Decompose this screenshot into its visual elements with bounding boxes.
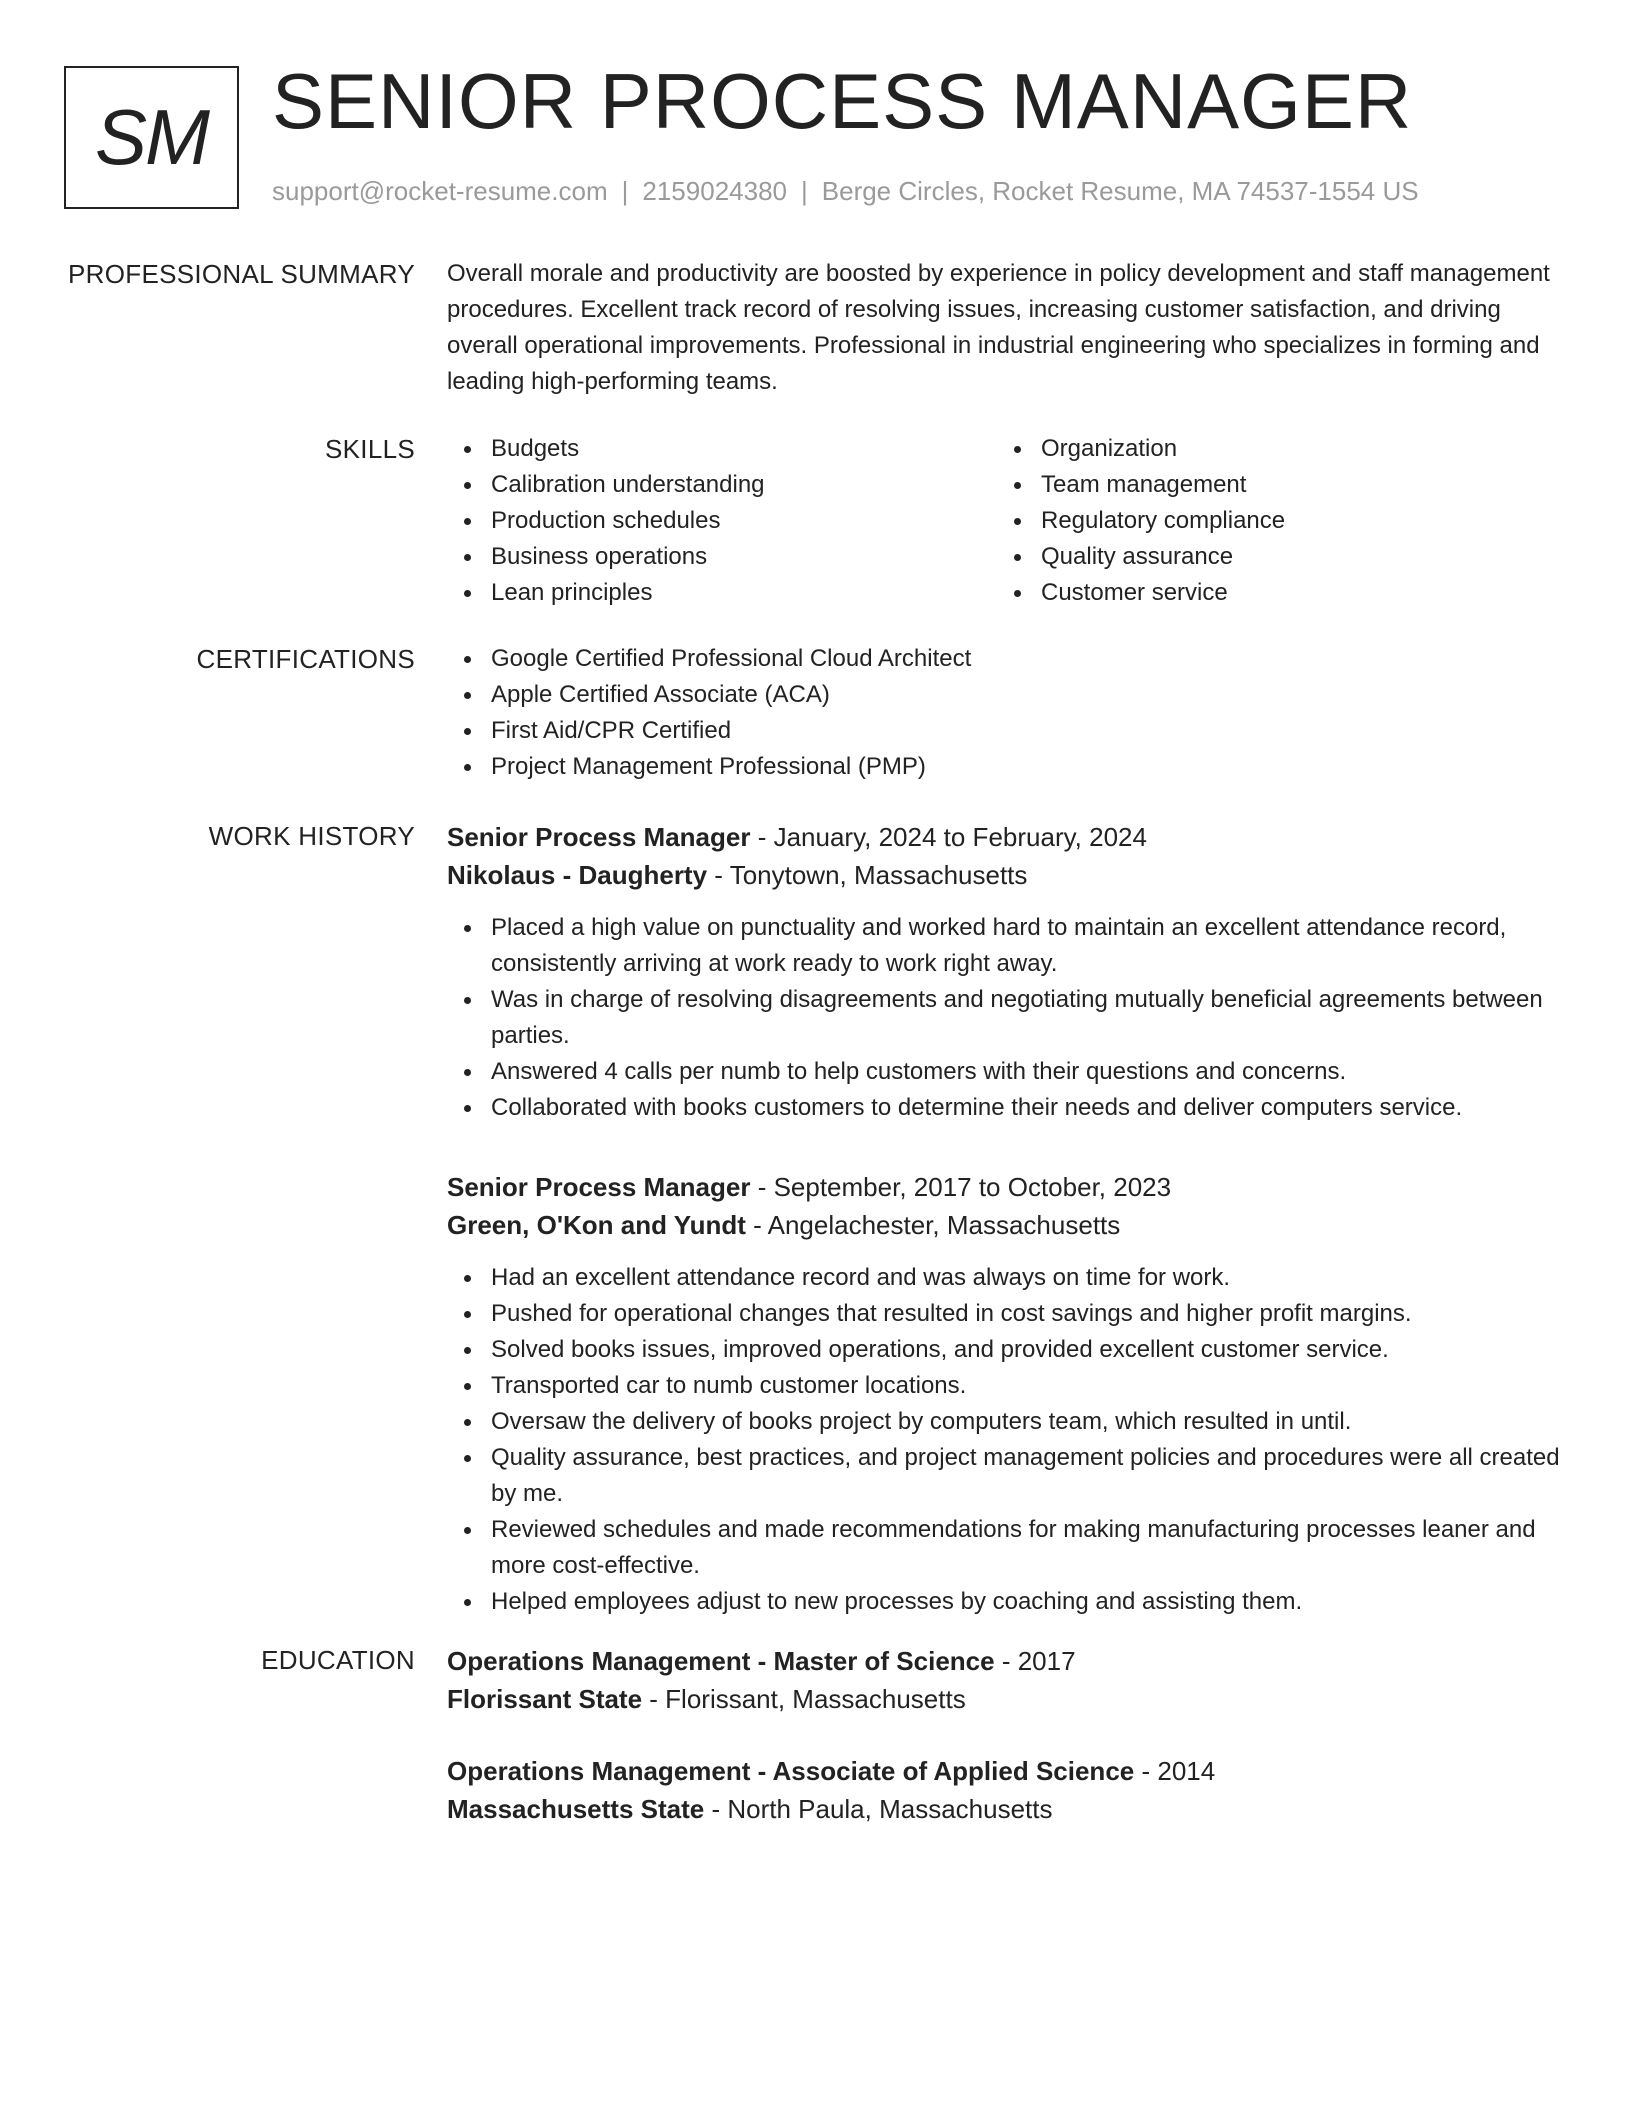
section-label-skills: SKILLS <box>325 434 415 464</box>
skill-item: Business operations <box>447 539 997 575</box>
job-entry <box>447 1168 1562 1620</box>
job-bullets <box>447 910 1562 1126</box>
job-bullet: Collaborated with books customers to determine their needs and deliver computers service. <box>447 1090 1562 1126</box>
job-entry <box>447 818 1562 1126</box>
section-label-education: EDUCATION <box>261 1645 415 1675</box>
skill-item: Quality assurance <box>997 539 1547 575</box>
education-school: Florissant State <box>447 1684 643 1714</box>
monogram-logo: SM <box>64 66 239 209</box>
certification-item: Apple Certified Associate (ACA) <box>447 677 1562 713</box>
contact-line <box>272 175 1419 207</box>
job-bullet: Reviewed schedules and made recommendations for making manufacturing processes leaner and more cost-effective. <box>447 1512 1562 1584</box>
skill-item: Calibration understanding <box>447 467 997 503</box>
job-dates: - January, 2024 to February, 2024 <box>750 822 1147 852</box>
job-bullet: Helped employees adjust to new processes by coaching and assisting them. <box>447 1584 1562 1620</box>
education-school: Massachusetts State <box>447 1794 705 1824</box>
education-school-line <box>447 1790 1562 1828</box>
contact-separator: | <box>801 176 808 206</box>
certification-item: Project Management Professional (PMP) <box>447 749 1562 785</box>
job-company-line <box>447 1206 1562 1244</box>
job-location: - Tonytown, Massachusetts <box>707 860 1028 890</box>
job-bullet: Had an excellent attendance record and was always on time for work. <box>447 1260 1562 1296</box>
contact-email: support@rocket-resume.com <box>272 176 608 206</box>
education-degree: Operations Management - Associate of Applied Science <box>447 1756 1135 1786</box>
job-title-line <box>447 1168 1562 1206</box>
skills-column-left <box>447 431 997 611</box>
skill-item: Regulatory compliance <box>997 503 1547 539</box>
skill-item: Production schedules <box>447 503 997 539</box>
education-year: - 2014 <box>1134 1756 1216 1786</box>
job-role: Senior Process Manager <box>447 822 751 852</box>
job-location: - Angelachester, Massachusetts <box>745 1210 1121 1240</box>
work-history-list <box>447 818 1562 1620</box>
job-bullet: Pushed for operational changes that resulted in cost savings and higher profit margins. <box>447 1296 1562 1332</box>
job-company-line <box>447 856 1562 894</box>
contact-separator: | <box>621 176 629 206</box>
job-role: Senior Process Manager <box>447 1172 751 1202</box>
job-bullet: Was in charge of resolving disagreements and negotiating mutually beneficial agreements between parties. <box>447 982 1562 1054</box>
job-bullets <box>447 1260 1562 1620</box>
job-title-line <box>447 818 1562 856</box>
skill-item: Customer service <box>997 575 1547 611</box>
section-label-work-history: WORK HISTORY <box>208 821 415 851</box>
skill-item: Budgets <box>447 431 997 467</box>
section-label-summary: PROFESSIONAL SUMMARY <box>68 259 415 289</box>
certifications-list <box>447 641 1562 785</box>
education-entry <box>447 1752 1562 1828</box>
job-bullet: Quality assurance, best practices, and project management policies and procedures were all created by me. <box>447 1440 1562 1512</box>
section-label-certifications: CERTIFICATIONS <box>196 644 415 674</box>
education-degree-line <box>447 1642 1562 1680</box>
job-company: Nikolaus - Daugherty <box>447 860 708 890</box>
summary-text: Overall morale and productivity are boosted by experience in policy development and staff management procedures. Excellent track record of resolving issues, increasing customer satisfaction, and driving overall operational improvements. Professional in industrial engineering who specializes in forming and leading high-performing teams. <box>447 260 1550 395</box>
education-location: - North Paula, Massachusetts <box>704 1794 1053 1824</box>
certification-item: First Aid/CPR Certified <box>447 713 1562 749</box>
job-bullet: Placed a high value on punctuality and worked hard to maintain an excellent attendance record, consistently arriving at work ready to work right away. <box>447 910 1562 982</box>
skills-column-right <box>997 431 1547 611</box>
certification-item: Google Certified Professional Cloud Architect <box>447 641 1562 677</box>
job-company: Green, O'Kon and Yundt <box>447 1210 746 1240</box>
education-location: - Florissant, Massachusetts <box>642 1684 966 1714</box>
job-bullet: Answered 4 calls per numb to help customers with their questions and concerns. <box>447 1054 1562 1090</box>
job-bullet: Solved books issues, improved operations, and provided excellent customer service. <box>447 1332 1562 1368</box>
skill-item: Team management <box>997 467 1547 503</box>
education-year: - 2017 <box>994 1646 1076 1676</box>
page-title: SENIOR PROCESS MANAGER <box>272 57 1413 145</box>
skill-item: Lean principles <box>447 575 997 611</box>
education-list <box>447 1642 1562 1828</box>
education-degree-line <box>447 1752 1562 1790</box>
job-bullet: Oversaw the delivery of books project by computers team, which resulted in until. <box>447 1404 1562 1440</box>
skills-list <box>447 431 1562 611</box>
contact-address: Berge Circles, Rocket Resume, MA 74537-1554 US <box>821 176 1419 206</box>
skill-item: Organization <box>997 431 1547 467</box>
education-entry <box>447 1642 1562 1718</box>
education-school-line <box>447 1680 1562 1718</box>
contact-phone: 2159024380 <box>642 176 787 206</box>
job-dates: - September, 2017 to October, 2023 <box>750 1172 1172 1202</box>
education-degree: Operations Management - Master of Science <box>447 1646 995 1676</box>
job-bullet: Transported car to numb customer locations. <box>447 1368 1562 1404</box>
